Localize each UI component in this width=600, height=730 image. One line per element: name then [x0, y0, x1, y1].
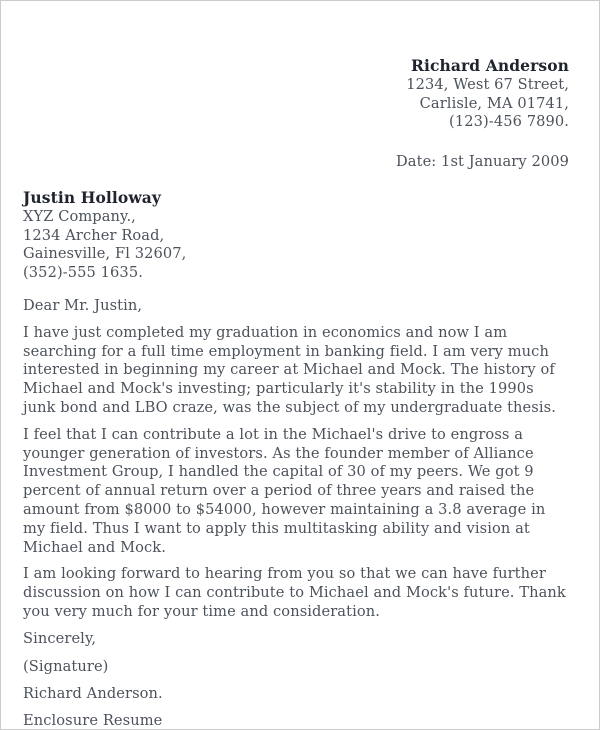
sender-address-block [23, 57, 569, 132]
recipient-address-block [23, 189, 569, 283]
body-paragraph-3: I am looking forward to hearing from you so that we can have further discussion on how I can contribute to Michael and Mock's future. Thank you very much for your time and consideration. [23, 565, 566, 620]
body-paragraph-2: I feel that I can contribute a lot in the Michael's drive to engross a younger generation of investors. As the founder member of Alliance Investment Group, I handled the capital of 30 of my peers. We got 9 percent of annual return over a period of three years and raised the amount from $8000 to $54000, however maintaining a 3.8 average in my field. Thus I want to apply this multitasking ability and vision at Michael and Mock. [23, 425, 546, 556]
signed-name: Richard Anderson. [23, 684, 163, 702]
signature-placeholder: (Signature) [23, 657, 109, 675]
recipient-phone: (352)-555 1635. [23, 264, 143, 282]
recipient-city: Gainesville, Fl 32607, [23, 245, 187, 263]
salutation: Dear Mr. Justin, [23, 296, 143, 314]
enclosure-note: Enclosure Resume [23, 712, 163, 730]
recipient-company: XYZ Company., [23, 207, 136, 225]
sender-city: Carlisle, MA 01741, [419, 94, 569, 112]
sender-phone: (123)-456 7890. [449, 113, 569, 131]
recipient-name: Justin Holloway [23, 187, 162, 207]
sign-off: Sincerely, [23, 630, 97, 648]
sender-name: Richard Anderson [410, 56, 569, 75]
sender-street: 1234, West 67 Street, [406, 75, 569, 93]
body-paragraph-1: I have just completed my graduation in economics and now I am searching for a full time employment in banking field. I am very much interested in beginning my career at Michael and Mock. The history of Michael and Mock's investing; particularly it's stability in the 1990s junk bond and LBO craze, was the subject of my undergraduate thesis. [23, 323, 556, 416]
date-line: Date: 1st January 2009 [396, 153, 569, 171]
recipient-street: 1234 Archer Road, [23, 226, 165, 244]
